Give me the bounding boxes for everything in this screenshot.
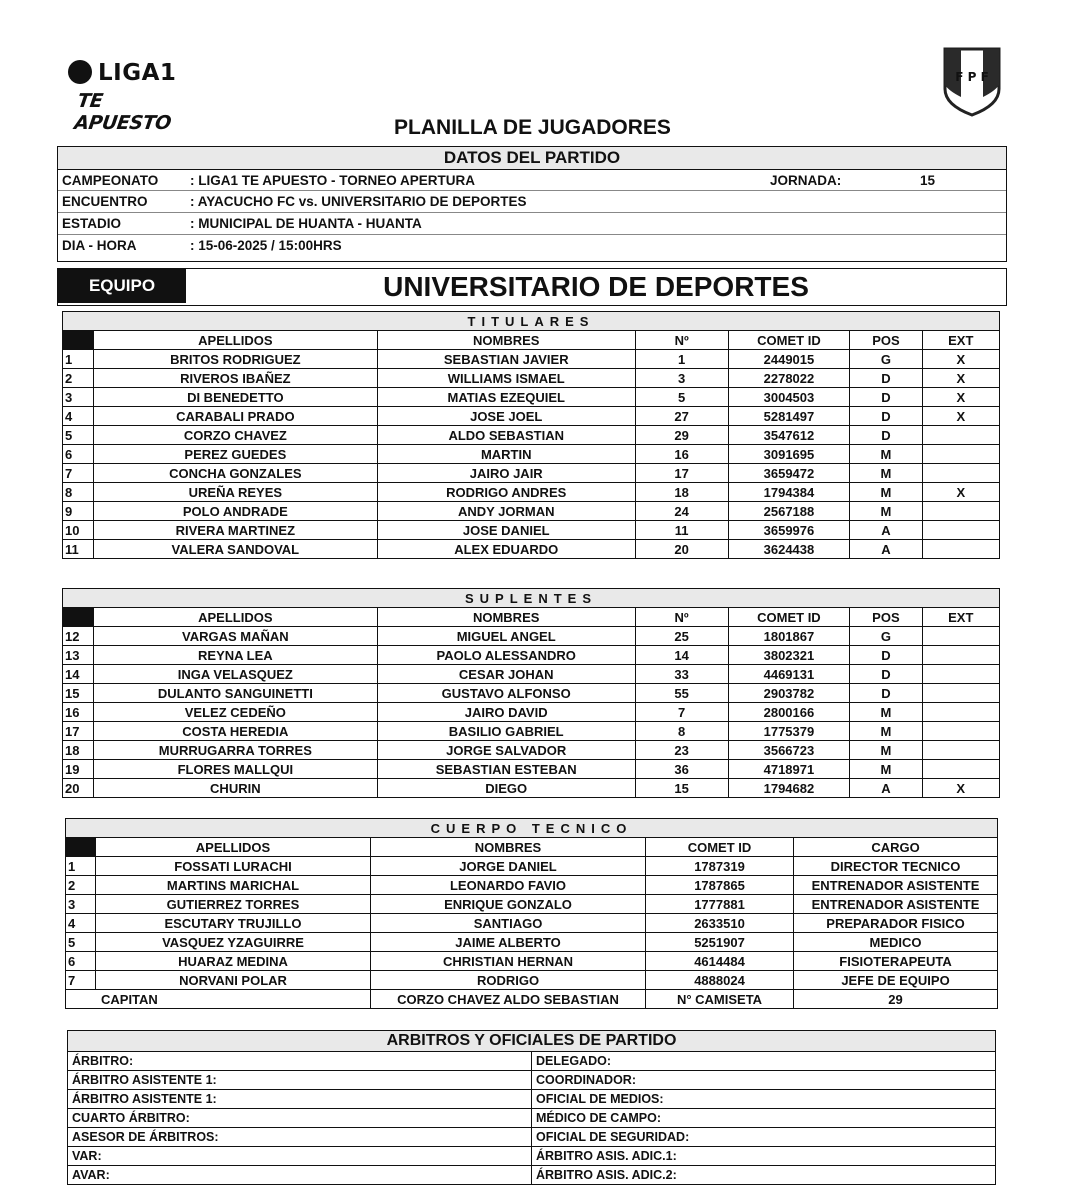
pos-cell: D [850, 665, 922, 684]
header-apellidos: APELLIDOS [96, 838, 371, 857]
official-field-right: OFICIAL DE MEDIOS: [532, 1090, 996, 1109]
official-field-right: COORDINADOR: [532, 1071, 996, 1090]
comet-id-cell: 2633510 [646, 914, 794, 933]
staff-row [66, 971, 998, 990]
nombres-cell: JOSE JOEL [377, 407, 635, 426]
official-field-right: DELEGADO: [532, 1052, 996, 1071]
pos-cell: M [850, 445, 922, 464]
comet-id-cell: 3624438 [728, 540, 850, 559]
cargo-cell: DIRECTOR TECNICO [794, 857, 998, 876]
row-number: 13 [63, 646, 94, 665]
header-ext: EXT [922, 331, 999, 350]
pos-cell: D [850, 407, 922, 426]
header-comet-id: COMET ID [728, 608, 850, 627]
pos-cell: A [850, 779, 922, 798]
nombres-cell: ENRIQUE GONZALO [371, 895, 646, 914]
nombres-cell: JAIRO JAIR [377, 464, 635, 483]
arbitros-table [67, 1030, 996, 1185]
player-row [63, 665, 1000, 684]
datos-section-title: DATOS DEL PARTIDO [58, 147, 1006, 170]
row-number: 19 [63, 760, 94, 779]
row-number: 14 [63, 665, 94, 684]
row-number: 3 [63, 388, 94, 407]
numero-cell: 20 [635, 540, 728, 559]
header-pos: POS [850, 331, 922, 350]
numero-cell: 36 [635, 760, 728, 779]
official-field-left: ÁRBITRO ASISTENTE 1: [68, 1090, 532, 1109]
titulares-title: TITULARES [63, 312, 1000, 331]
cuerpo-tecnico-table [65, 818, 998, 1009]
row-number: 3 [66, 895, 96, 914]
nombres-cell: PAOLO ALESSANDRO [377, 646, 635, 665]
numero-cell: 33 [635, 665, 728, 684]
pos-cell: M [850, 703, 922, 722]
player-row [63, 464, 1000, 483]
comet-id-cell: 2449015 [728, 350, 850, 369]
header-corner [63, 331, 94, 350]
apellidos-cell: DI BENEDETTO [93, 388, 377, 407]
row-number: 5 [66, 933, 96, 952]
datos-table [58, 147, 1006, 256]
comet-id-cell: 3659472 [728, 464, 850, 483]
row-number: 11 [63, 540, 94, 559]
row-number: 10 [63, 521, 94, 540]
header-nombres: NOMBRES [377, 331, 635, 350]
datos-partido-section [57, 146, 1007, 262]
nombres-cell: MIGUEL ANGEL [377, 627, 635, 646]
numero-cell: 14 [635, 646, 728, 665]
nombres-cell: CESAR JOHAN [377, 665, 635, 684]
cargo-cell: FISIOTERAPEUTA [794, 952, 998, 971]
cargo-cell: JEFE DE EQUIPO [794, 971, 998, 990]
pos-cell: A [850, 540, 922, 559]
nombres-cell: JOSE DANIEL [377, 521, 635, 540]
equipo-name: UNIVERSITARIO DE DEPORTES [383, 271, 809, 302]
comet-id-cell: 3547612 [728, 426, 850, 445]
ext-cell: X [922, 483, 999, 502]
comet-id-cell: 5281497 [728, 407, 850, 426]
nombres-cell: DIEGO [377, 779, 635, 798]
ext-cell: X [922, 779, 999, 798]
row-number: 6 [63, 445, 94, 464]
ext-cell [922, 722, 999, 741]
comet-id-cell: 4469131 [728, 665, 850, 684]
nombres-cell: MATIAS EZEQUIEL [377, 388, 635, 407]
comet-id-cell: 2567188 [728, 502, 850, 521]
numero-cell: 25 [635, 627, 728, 646]
fpf-logo-text: F P F [955, 70, 989, 84]
ext-cell [922, 741, 999, 760]
comet-id-cell: 1794682 [728, 779, 850, 798]
ext-cell [922, 760, 999, 779]
header-pos: POS [850, 608, 922, 627]
comet-id-cell: 1787319 [646, 857, 794, 876]
equipo-bar [57, 268, 1007, 306]
apellidos-cell: BRITOS RODRIGUEZ [93, 350, 377, 369]
row-number: 2 [66, 876, 96, 895]
apellidos-cell: FOSSATI LURACHI [96, 857, 371, 876]
comet-id-cell: 2800166 [728, 703, 850, 722]
jornada-label: JORNADA: [770, 172, 842, 188]
apellidos-cell: VELEZ CEDEÑO [93, 703, 377, 722]
header-numero: Nº [635, 608, 728, 627]
datos-label: CAMPEONATO [62, 172, 159, 188]
official-field-left: VAR: [68, 1147, 532, 1166]
ext-cell [922, 464, 999, 483]
header-nombres: NOMBRES [377, 608, 635, 627]
comet-id-cell: 3802321 [728, 646, 850, 665]
row-number: 17 [63, 722, 94, 741]
ext-cell: X [922, 388, 999, 407]
ext-cell [922, 426, 999, 445]
apellidos-cell: MARTINS MARICHAL [96, 876, 371, 895]
player-row [63, 779, 1000, 798]
row-number: 15 [63, 684, 94, 703]
cargo-cell: ENTRENADOR ASISTENTE [794, 876, 998, 895]
numero-cell: 5 [635, 388, 728, 407]
cargo-cell: ENTRENADOR ASISTENTE [794, 895, 998, 914]
pos-cell: D [850, 646, 922, 665]
nombres-cell: JORGE DANIEL [371, 857, 646, 876]
pos-cell: D [850, 388, 922, 407]
comet-id-cell: 3091695 [728, 445, 850, 464]
nombres-cell: SEBASTIAN JAVIER [377, 350, 635, 369]
te-apuesto-logo-text: TE APUESTO [72, 90, 173, 134]
pos-cell: D [850, 369, 922, 388]
jornada-value: 15 [920, 172, 936, 188]
row-number: 12 [63, 627, 94, 646]
row-number: 7 [63, 464, 94, 483]
staff-row [66, 895, 998, 914]
ext-cell: X [922, 407, 999, 426]
ext-cell [922, 665, 999, 684]
ext-cell [922, 684, 999, 703]
numero-cell: 23 [635, 741, 728, 760]
apellidos-cell: FLORES MALLQUI [93, 760, 377, 779]
numero-cell: 7 [635, 703, 728, 722]
liga1-logo [68, 58, 188, 134]
header-comet-id: COMET ID [646, 838, 794, 857]
ext-cell [922, 703, 999, 722]
numero-cell: 15 [635, 779, 728, 798]
comet-id-cell: 1794384 [728, 483, 850, 502]
numero-cell: 29 [635, 426, 728, 445]
pos-cell: G [850, 627, 922, 646]
apellidos-cell: HUARAZ MEDINA [96, 952, 371, 971]
apellidos-cell: CONCHA GONZALES [93, 464, 377, 483]
nombres-cell: BASILIO GABRIEL [377, 722, 635, 741]
ext-cell [922, 627, 999, 646]
capitan-label: CAPITAN [66, 990, 371, 1009]
player-row [63, 684, 1000, 703]
official-field-right: OFICIAL DE SEGURIDAD: [532, 1128, 996, 1147]
comet-id-cell: 4718971 [728, 760, 850, 779]
nombres-cell: ANDY JORMAN [377, 502, 635, 521]
apellidos-cell: PEREZ GUEDES [93, 445, 377, 464]
datos-value: : AYACUCHO FC vs. UNIVERSITARIO DE DEPORTES [186, 191, 1006, 213]
apellidos-cell: UREÑA REYES [93, 483, 377, 502]
arbitros-title: ARBITROS Y OFICIALES DE PARTIDO [68, 1031, 996, 1052]
official-field-left: AVAR: [68, 1166, 532, 1185]
comet-id-cell: 1787865 [646, 876, 794, 895]
comet-id-cell: 1775379 [728, 722, 850, 741]
nombres-cell: SEBASTIAN ESTEBAN [377, 760, 635, 779]
nombres-cell: CHRISTIAN HERNAN [371, 952, 646, 971]
nombres-cell: SANTIAGO [371, 914, 646, 933]
row-number: 6 [66, 952, 96, 971]
player-row [63, 369, 1000, 388]
ext-cell [922, 445, 999, 464]
apellidos-cell: DULANTO SANGUINETTI [93, 684, 377, 703]
cuerpo-tecnico-title: CUERPO TECNICO [66, 819, 998, 838]
numero-cell: 24 [635, 502, 728, 521]
pos-cell: M [850, 464, 922, 483]
official-row [68, 1090, 996, 1109]
staff-row [66, 952, 998, 971]
pos-cell: M [850, 483, 922, 502]
nombres-cell: JAIRO DAVID [377, 703, 635, 722]
nombres-cell: WILLIAMS ISMAEL [377, 369, 635, 388]
numero-cell: 3 [635, 369, 728, 388]
numero-cell: 17 [635, 464, 728, 483]
nombres-cell: MARTIN [377, 445, 635, 464]
suplentes-title: SUPLENTES [63, 589, 1000, 608]
liga1-logo-text: LIGA1 [98, 60, 177, 86]
comet-id-cell: 3659976 [728, 521, 850, 540]
cargo-cell: MEDICO [794, 933, 998, 952]
datos-row-dia-hora [58, 235, 1006, 257]
player-row [63, 540, 1000, 559]
player-row [63, 760, 1000, 779]
numero-cell: 27 [635, 407, 728, 426]
apellidos-cell: MURRUGARRA TORRES [93, 741, 377, 760]
row-number: 20 [63, 779, 94, 798]
nombres-cell: JAIME ALBERTO [371, 933, 646, 952]
player-row [63, 703, 1000, 722]
header-nombres: NOMBRES [371, 838, 646, 857]
numero-cell: 11 [635, 521, 728, 540]
pos-cell: A [850, 521, 922, 540]
suplentes-table [62, 588, 1000, 798]
nombres-cell: RODRIGO ANDRES [377, 483, 635, 502]
camiseta-value: 29 [794, 990, 998, 1009]
pos-cell: M [850, 722, 922, 741]
comet-id-cell: 4614484 [646, 952, 794, 971]
official-field-right: MÉDICO DE CAMPO: [532, 1109, 996, 1128]
apellidos-cell: RIVERA MARTINEZ [93, 521, 377, 540]
apellidos-cell: VASQUEZ YZAGUIRRE [96, 933, 371, 952]
datos-row-encuentro [58, 191, 1006, 213]
titulares-table [62, 311, 1000, 559]
apellidos-cell: NORVANI POLAR [96, 971, 371, 990]
pos-cell: G [850, 350, 922, 369]
player-row [63, 350, 1000, 369]
comet-id-cell: 2903782 [728, 684, 850, 703]
datos-row-estadio [58, 213, 1006, 235]
nombres-cell: JORGE SALVADOR [377, 741, 635, 760]
staff-row [66, 914, 998, 933]
player-row [63, 646, 1000, 665]
row-number: 9 [63, 502, 94, 521]
staff-row [66, 876, 998, 895]
official-row [68, 1147, 996, 1166]
official-field-right: ÁRBITRO ASIS. ADIC.2: [532, 1166, 996, 1185]
official-row [68, 1071, 996, 1090]
page-title: PLANILLA DE JUGADORES [394, 116, 671, 139]
player-row [63, 483, 1000, 502]
official-field-left: CUARTO ÁRBITRO: [68, 1109, 532, 1128]
player-row [63, 445, 1000, 464]
apellidos-cell: ESCUTARY TRUJILLO [96, 914, 371, 933]
datos-value: : 15-06-2025 / 15:00HRS [186, 235, 1006, 257]
datos-label: DIA - HORA [58, 235, 186, 257]
header-corner [66, 838, 96, 857]
ext-cell [922, 646, 999, 665]
datos-label: ESTADIO [58, 213, 186, 235]
numero-cell: 1 [635, 350, 728, 369]
apellidos-cell: REYNA LEA [93, 646, 377, 665]
fpf-shield-icon [941, 45, 1003, 117]
pos-cell: D [850, 684, 922, 703]
official-row [68, 1052, 996, 1071]
datos-label: ENCUENTRO [58, 191, 186, 213]
datos-value: : MUNICIPAL DE HUANTA - HUANTA [186, 213, 1006, 235]
datos-row-campeonato [58, 170, 1006, 191]
apellidos-cell: INGA VELASQUEZ [93, 665, 377, 684]
numero-cell: 16 [635, 445, 728, 464]
official-field-left: ÁRBITRO: [68, 1052, 532, 1071]
comet-id-cell: 3004503 [728, 388, 850, 407]
official-field-right: ÁRBITRO ASIS. ADIC.1: [532, 1147, 996, 1166]
apellidos-cell: GUTIERREZ TORRES [96, 895, 371, 914]
row-number: 7 [66, 971, 96, 990]
comet-id-cell: 2278022 [728, 369, 850, 388]
apellidos-cell: VALERA SANDOVAL [93, 540, 377, 559]
ext-cell [922, 502, 999, 521]
player-row [63, 521, 1000, 540]
nombres-cell: RODRIGO [371, 971, 646, 990]
apellidos-cell: CORZO CHAVEZ [93, 426, 377, 445]
ext-cell [922, 540, 999, 559]
nombres-cell: ALDO SEBASTIAN [377, 426, 635, 445]
player-row [63, 426, 1000, 445]
camiseta-label: N° CAMISETA [646, 990, 794, 1009]
apellidos-cell: RIVEROS IBAÑEZ [93, 369, 377, 388]
equipo-label: EQUIPO [58, 269, 186, 303]
header-comet-id: COMET ID [728, 331, 850, 350]
comet-id-cell: 3566723 [728, 741, 850, 760]
official-field-left: ASESOR DE ÁRBITROS: [68, 1128, 532, 1147]
row-number: 1 [66, 857, 96, 876]
player-row [63, 388, 1000, 407]
player-row [63, 627, 1000, 646]
header-apellidos: APELLIDOS [93, 608, 377, 627]
pos-cell: D [850, 426, 922, 445]
row-number: 5 [63, 426, 94, 445]
staff-row [66, 933, 998, 952]
numero-cell: 8 [635, 722, 728, 741]
header-numero: Nº [635, 331, 728, 350]
ext-cell: X [922, 350, 999, 369]
apellidos-cell: COSTA HEREDIA [93, 722, 377, 741]
comet-id-cell: 1777881 [646, 895, 794, 914]
numero-cell: 18 [635, 483, 728, 502]
official-field-left: ÁRBITRO ASISTENTE 1: [68, 1071, 532, 1090]
player-row [63, 502, 1000, 521]
row-number: 2 [63, 369, 94, 388]
header-cargo: CARGO [794, 838, 998, 857]
pos-cell: M [850, 741, 922, 760]
apellidos-cell: CARABALI PRADO [93, 407, 377, 426]
player-row [63, 722, 1000, 741]
comet-id-cell: 5251907 [646, 933, 794, 952]
row-number: 8 [63, 483, 94, 502]
datos-value: : LIGA1 TE APUESTO - TORNEO APERTURA [190, 172, 476, 188]
capitan-name: CORZO CHAVEZ ALDO SEBASTIAN [371, 990, 646, 1009]
apellidos-cell: VARGAS MAÑAN [93, 627, 377, 646]
row-number: 16 [63, 703, 94, 722]
apellidos-cell: POLO ANDRADE [93, 502, 377, 521]
nombres-cell: GUSTAVO ALFONSO [377, 684, 635, 703]
numero-cell: 55 [635, 684, 728, 703]
row-number: 4 [63, 407, 94, 426]
player-row [63, 407, 1000, 426]
apellidos-cell: CHURIN [93, 779, 377, 798]
ext-cell: X [922, 369, 999, 388]
official-row [68, 1128, 996, 1147]
cargo-cell: PREPARADOR FISICO [794, 914, 998, 933]
player-row [63, 741, 1000, 760]
capitan-row [66, 990, 998, 1009]
header-corner [63, 608, 94, 627]
comet-id-cell: 1801867 [728, 627, 850, 646]
pos-cell: M [850, 760, 922, 779]
nombres-cell: ALEX EDUARDO [377, 540, 635, 559]
ball-icon [68, 60, 92, 84]
comet-id-cell: 4888024 [646, 971, 794, 990]
row-number: 18 [63, 741, 94, 760]
official-row [68, 1109, 996, 1128]
row-number: 4 [66, 914, 96, 933]
row-number: 1 [63, 350, 94, 369]
official-row [68, 1166, 996, 1185]
pos-cell: M [850, 502, 922, 521]
staff-row [66, 857, 998, 876]
header-ext: EXT [922, 608, 999, 627]
ext-cell [922, 521, 999, 540]
nombres-cell: LEONARDO FAVIO [371, 876, 646, 895]
header-apellidos: APELLIDOS [93, 331, 377, 350]
